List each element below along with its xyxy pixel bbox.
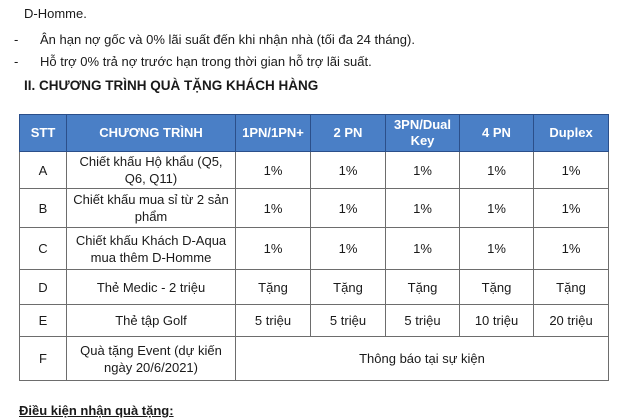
cell-value: 1% xyxy=(386,189,460,228)
header-duplex: Duplex xyxy=(534,115,609,152)
cell-program: Thẻ tập Golf xyxy=(67,305,236,337)
intro-bullet-list xyxy=(14,28,415,72)
cell-value: 1% xyxy=(460,152,534,189)
cell-value: 1% xyxy=(236,152,311,189)
cell-value: 1% xyxy=(236,189,311,228)
cell-stt: C xyxy=(20,228,67,270)
cell-value: 1% xyxy=(311,228,386,270)
cell-value: 1% xyxy=(311,152,386,189)
table-row xyxy=(20,152,609,189)
cell-value: 10 triệu xyxy=(460,305,534,337)
table-row xyxy=(20,305,609,337)
cell-stt: A xyxy=(20,152,67,189)
table-row xyxy=(20,337,609,381)
cell-value: 5 triệu xyxy=(311,305,386,337)
table-row xyxy=(20,270,609,305)
cell-stt: E xyxy=(20,305,67,337)
header-3pn: 3PN/Dual Key xyxy=(386,115,460,152)
bullet-text: Ân hạn nợ gốc và 0% lãi suất đến khi nhận nhà (tối đa 24 tháng). xyxy=(40,31,415,47)
cell-stt: B xyxy=(20,189,67,228)
cell-stt: D xyxy=(20,270,67,305)
cell-value: 1% xyxy=(386,152,460,189)
bullet-item xyxy=(14,50,415,72)
bullet-dash: - xyxy=(14,53,19,69)
cell-program: Thẻ Medic - 2 triệu xyxy=(67,270,236,305)
cell-stt: F xyxy=(20,337,67,381)
table-row xyxy=(20,189,609,228)
cell-value: 5 triệu xyxy=(236,305,311,337)
cell-program: Quà tặng Event (dự kiến ngày 20/6/2021) xyxy=(67,337,236,381)
cell-value: 1% xyxy=(386,228,460,270)
gift-program-table xyxy=(19,114,609,381)
bullet-item xyxy=(14,28,415,50)
cell-value: 1% xyxy=(236,228,311,270)
cell-value: Tặng xyxy=(386,270,460,305)
cell-value: 1% xyxy=(534,189,609,228)
header-program: CHƯƠNG TRÌNH xyxy=(67,115,236,152)
header-4pn: 4 PN xyxy=(460,115,534,152)
cell-program: Chiết khấu Khách D-Aqua mua thêm D-Homme xyxy=(67,228,236,270)
cell-program: Chiết khấu Hộ khẩu (Q5, Q6, Q11) xyxy=(67,152,236,189)
header-2pn: 2 PN xyxy=(311,115,386,152)
table-row xyxy=(20,228,609,270)
bullet-text: Hỗ trợ 0% trả nợ trước hạn trong thời gian hỗ trợ lãi suất. xyxy=(40,53,372,69)
gift-conditions-heading: Điều kiện nhận quà tặng: xyxy=(19,403,174,418)
cell-value: 1% xyxy=(534,152,609,189)
cell-program: Chiết khấu mua sỉ từ 2 sản phẩm xyxy=(67,189,236,228)
cell-value: Tặng xyxy=(460,270,534,305)
table-header-row xyxy=(20,115,609,152)
cell-value: 5 triệu xyxy=(386,305,460,337)
header-1pn: 1PN/1PN+ xyxy=(236,115,311,152)
cell-value: 1% xyxy=(460,228,534,270)
cell-value: 1% xyxy=(311,189,386,228)
section-title: II. CHƯƠNG TRÌNH QUÀ TẶNG KHÁCH HÀNG xyxy=(24,78,319,93)
bullet-dash: - xyxy=(14,31,19,47)
cell-value: Tặng xyxy=(311,270,386,305)
intro-top-line: D-Homme. xyxy=(24,6,87,21)
header-stt: STT xyxy=(20,115,67,152)
cell-value: Tặng xyxy=(534,270,609,305)
cell-value: Tặng xyxy=(236,270,311,305)
cell-value: 20 triệu xyxy=(534,305,609,337)
cell-value: 1% xyxy=(460,189,534,228)
cell-merged-value: Thông báo tại sự kiện xyxy=(236,337,609,381)
cell-value: 1% xyxy=(534,228,609,270)
